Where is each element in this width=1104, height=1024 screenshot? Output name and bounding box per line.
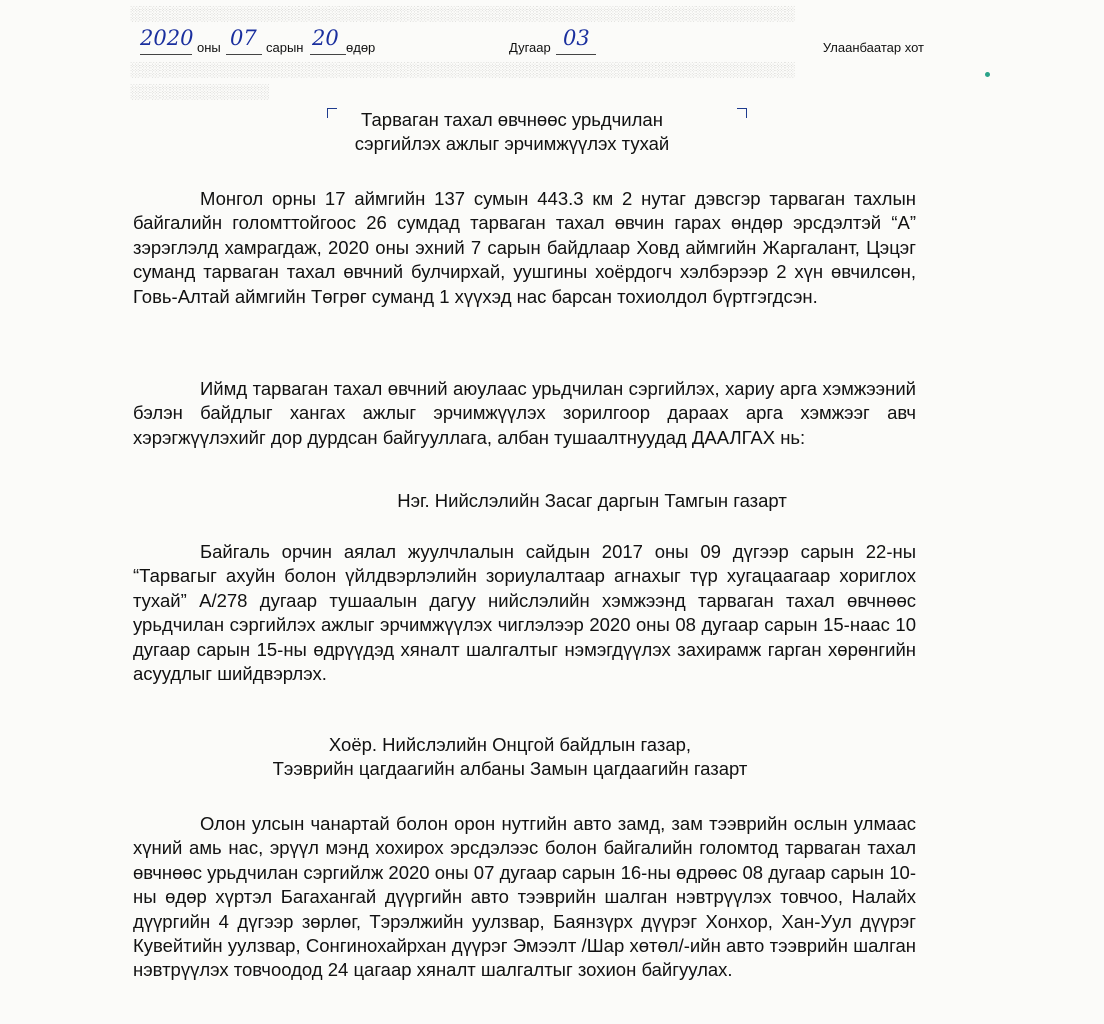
paragraph-1	[133, 187, 916, 309]
bleed-through-text: ░░░░░░░░░░░░░░░░░░░░░░░░░░░░░░░░░░░░░░░░░░░░░░░░░░░░░░░░░░░░░░░░░░░	[130, 61, 795, 77]
number-underline	[556, 54, 596, 55]
bleed-through-text: ░░░░░░░░░░░░░░░░░░░░░░░░░░░░░░░░░░░░░░░░░░░░░░░░░░░░░░░░░░░░░░░░░░░	[130, 5, 795, 21]
year-suffix: оны	[197, 40, 221, 55]
paragraph-4	[133, 812, 916, 983]
number-label: Дугаар	[509, 40, 551, 55]
day-underline	[310, 54, 346, 55]
handwritten-year: 2020	[140, 26, 194, 50]
day-suffix: өдөр	[346, 40, 376, 55]
section-heading-2	[0, 733, 1022, 781]
month-suffix: сарын	[266, 40, 304, 55]
paragraph-3	[133, 540, 916, 686]
document-title	[0, 108, 1024, 156]
section-heading-2-line-2: Тээврийн цагдаагийн албаны Замын цагдаагийн газарт	[272, 758, 748, 779]
bleed-through-text: ░░░░░░░░░░░░░░	[130, 83, 269, 99]
ink-dot	[985, 72, 990, 77]
title-line-2: сэргийлэх ажлыг эрчимжүүлэх тухай	[354, 133, 670, 154]
handwritten-number: 03	[563, 26, 590, 50]
section-heading-1: Нэг. Нийслэлийн Засаг даргын Тамгын газарт	[397, 490, 787, 511]
year-underline	[140, 54, 192, 55]
paragraph-text: Иймд тарваган тахал өвчний аюулаас урьдчилан сэргийлэх, хариу арга хэмжээний бэлэн байдлыг хангах ажлыг эрчимжүүлэх зорилгоор дараах арга хэмжээг авч хэрэгжүүлэхийг дор дурдсан байгууллага, албан тушаалтнуудад ДААЛГАХ нь:	[133, 378, 916, 448]
paragraph-text: Монгол орны 17 аймгийн 137 сумын 443.3 км 2 нутаг дэвсгэр тарваган тахлын байгалийн голомттойгоос 26 сумдад тарваган тахал өвчин гарах өндөр эрсдэлтэй “А” зэрэглэлд хамрагдаж, 2020 оны эхний 7 сарын байдлаар Ховд аймгийн Жаргалант, Цэцэг суманд тарваган тахал өвчний булчирхай, уушгины хоёрдогч хэлбэрээр 2 хүн өвчилсөн, Говь-Алтай аймгийн Төгрөг суманд 1 хүүхэд нас барсан тохиолдол бүртгэгдсэн.	[133, 188, 916, 307]
place-name: Улаанбаатар хот	[822, 40, 924, 55]
handwritten-month: 07	[230, 26, 257, 50]
paragraph-2	[133, 377, 916, 450]
section-heading-2-line-1: Хоёр. Нийслэлийн Онцгой байдлын газар,	[328, 734, 692, 755]
month-underline	[226, 54, 262, 55]
title-line-1: Тарваган тахал өвчнөөс урьдчилан	[361, 109, 663, 130]
paragraph-text: Байгаль орчин аялал жуулчлалын сайдын 2017 оны 09 дүгээр сарын 22-ны “Тарвагыг ахуйн болон үйлдвэрлэлийн зориулалтаар агнахыг түр хугацаагаар хориглох тухай” А/278 дугаар тушаалын дагуу нийслэлийн хэмжээнд тарваган тахал өвчнөөс урьдчилан сэргийлэх ажлыг эрчимжүүлэх чиглэлээр 2020 оны 08 дугаар сарын 15-наас 10 дугаар сарын 15-ны өдрүүдэд хяналт шалгалтыг нэмэгдүүлэх захирамж гарган хөрөнгийн асуудлыг шийдвэрлэх.	[133, 541, 916, 685]
handwritten-day: 20	[312, 26, 339, 50]
document-header	[140, 26, 924, 55]
paragraph-text: Олон улсын чанартай болон орон нутгийн авто замд, зам тээврийн ослын улмаас хүний амь нас, эрүүл мэнд хохирох эрсдэлээс болон байгалийн голомтод тарваган тахал өвчнөөс урьдчилан сэргийлж 2020 оны 07 дугаар сарын 16-ны өдрөөс 08 дугаар сарын 10-ны өдөр хүртэл Багахангай дүүргийн авто тээврийн шалган нэвтрүүлэх товчоо, Налайх дүүргийн 4 дүгээр зөрлөг, Тэрэлжийн уулзвар, Баянзүрх дүүрэг Хонхор, Хан-Уул дүүрэг Кувейтийн уулзвар, Сонгинохайрхан дүүрэг Эмээлт /Шар хөтөл/-ийн авто тээврийн шалган нэвтрүүлэх товчоодод 24 цагаар хяналт шалгалтыг зохион байгуулах.	[133, 813, 916, 981]
